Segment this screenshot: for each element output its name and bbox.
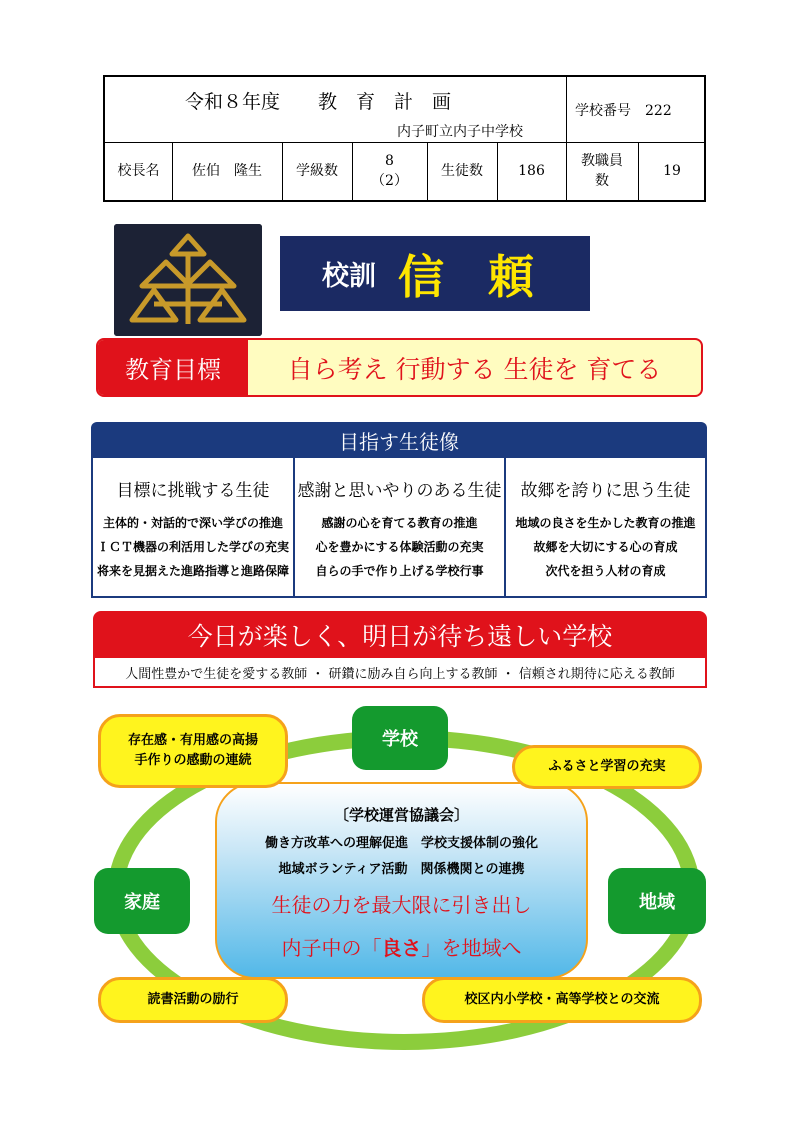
list-item: 感謝の心を育てる教育の推進 bbox=[321, 516, 478, 530]
ideal-teachers: 人間性豊かで生徒を愛する教師 ・ 研鑽に励み自ら向上する教師 ・ 信頼され期待に応える教師 bbox=[93, 658, 707, 688]
principal-label: 校長名 bbox=[105, 142, 173, 202]
school-slogan: 今日が楽しく、明日が待ち遠しい学校 bbox=[93, 611, 707, 658]
activity-text: 手作りの感動の連続 bbox=[134, 753, 252, 768]
classes-label: 学級数 bbox=[282, 142, 353, 202]
key2-emphasis: 良さ bbox=[381, 936, 422, 960]
key2-part: 内子中の「 bbox=[281, 936, 382, 960]
classes-sub: （2） bbox=[371, 173, 408, 189]
column-title: 目標に挑戦する生徒 bbox=[116, 481, 270, 501]
key2-part: 」を地域へ bbox=[421, 936, 522, 960]
motto-label: 校訓 bbox=[321, 261, 376, 292]
list-item: ＩＣＴ機器の利活用した学びの充実 bbox=[96, 540, 289, 554]
school-name: 内子町立内子中学校 bbox=[397, 124, 523, 140]
staff-label: 教職員 bbox=[581, 153, 623, 170]
ideal-students-panel bbox=[91, 458, 707, 598]
goal-value: 自ら考え 行動する 生徒を 育てる bbox=[287, 354, 662, 384]
school-council-panel bbox=[215, 782, 588, 979]
school-motto bbox=[280, 236, 590, 311]
list-item: 心を豊かにする体験活動の充実 bbox=[315, 540, 484, 554]
list-item: 将来を見据えた進路指導と進路保障 bbox=[96, 564, 289, 578]
ideal-students-heading: 目指す生徒像 bbox=[91, 422, 707, 458]
council-key-message: 生徒の力を最大限に引き出し bbox=[271, 893, 532, 917]
table-row bbox=[105, 77, 704, 143]
school-crest-image bbox=[114, 224, 262, 336]
students-value: 186 bbox=[497, 142, 567, 202]
school-info-table bbox=[103, 75, 706, 202]
activity-box: 校区内小学校・高等学校との交流 bbox=[422, 977, 702, 1023]
students-label: 生徒数 bbox=[427, 142, 498, 202]
plan-title: 令和８年度 教 育 計 画 bbox=[185, 91, 452, 113]
goal-label: 教育目標 bbox=[98, 340, 248, 395]
community-node: 地域 bbox=[608, 868, 706, 934]
list-item: 主体的・対話的で深い学びの推進 bbox=[102, 516, 283, 530]
list-item: 故郷を大切にする心の育成 bbox=[533, 540, 678, 554]
list-item: 地域の良さを生かした教育の推進 bbox=[515, 516, 696, 530]
council-key-message-2 bbox=[217, 932, 586, 961]
council-item: 働き方改革への理解促進 学校支援体制の強化 bbox=[264, 836, 538, 851]
ideal-column bbox=[93, 458, 295, 596]
activity-text: 存在感・有用感の高揚 bbox=[127, 733, 258, 748]
staff-value: 19 bbox=[663, 163, 681, 180]
activity-box: ふるさと学習の充実 bbox=[512, 745, 702, 789]
education-goal bbox=[96, 338, 703, 397]
staff-label-2: 数 bbox=[595, 173, 609, 189]
motto-value: 信 頼 bbox=[397, 249, 548, 304]
list-item: 次代を担う人材の育成 bbox=[545, 564, 666, 578]
classes-value-cell bbox=[352, 142, 428, 202]
staff-label-cell bbox=[566, 142, 639, 202]
school-node: 学校 bbox=[352, 706, 448, 770]
school-number: 学校番号 222 bbox=[566, 77, 715, 142]
activity-box: 読書活動の励行 bbox=[98, 977, 288, 1023]
crest-icon bbox=[114, 224, 262, 336]
activity-box bbox=[98, 714, 288, 788]
table-row bbox=[105, 142, 704, 202]
list-item: 自らの手で作り上げる学校行事 bbox=[315, 564, 484, 578]
council-item: 地域ボランティア活動 関係機関との連携 bbox=[278, 862, 525, 877]
ideal-column bbox=[295, 458, 506, 596]
principal-name: 佐伯 隆生 bbox=[172, 142, 283, 202]
council-title: 〔学校運営協議会〕 bbox=[333, 806, 469, 824]
ideal-column bbox=[506, 458, 705, 596]
home-node: 家庭 bbox=[94, 868, 190, 934]
column-title: 故郷を誇りに思う生徒 bbox=[520, 481, 691, 501]
column-title: 感謝と思いやりのある生徒 bbox=[297, 481, 502, 501]
classes-value: 8 bbox=[385, 153, 394, 170]
